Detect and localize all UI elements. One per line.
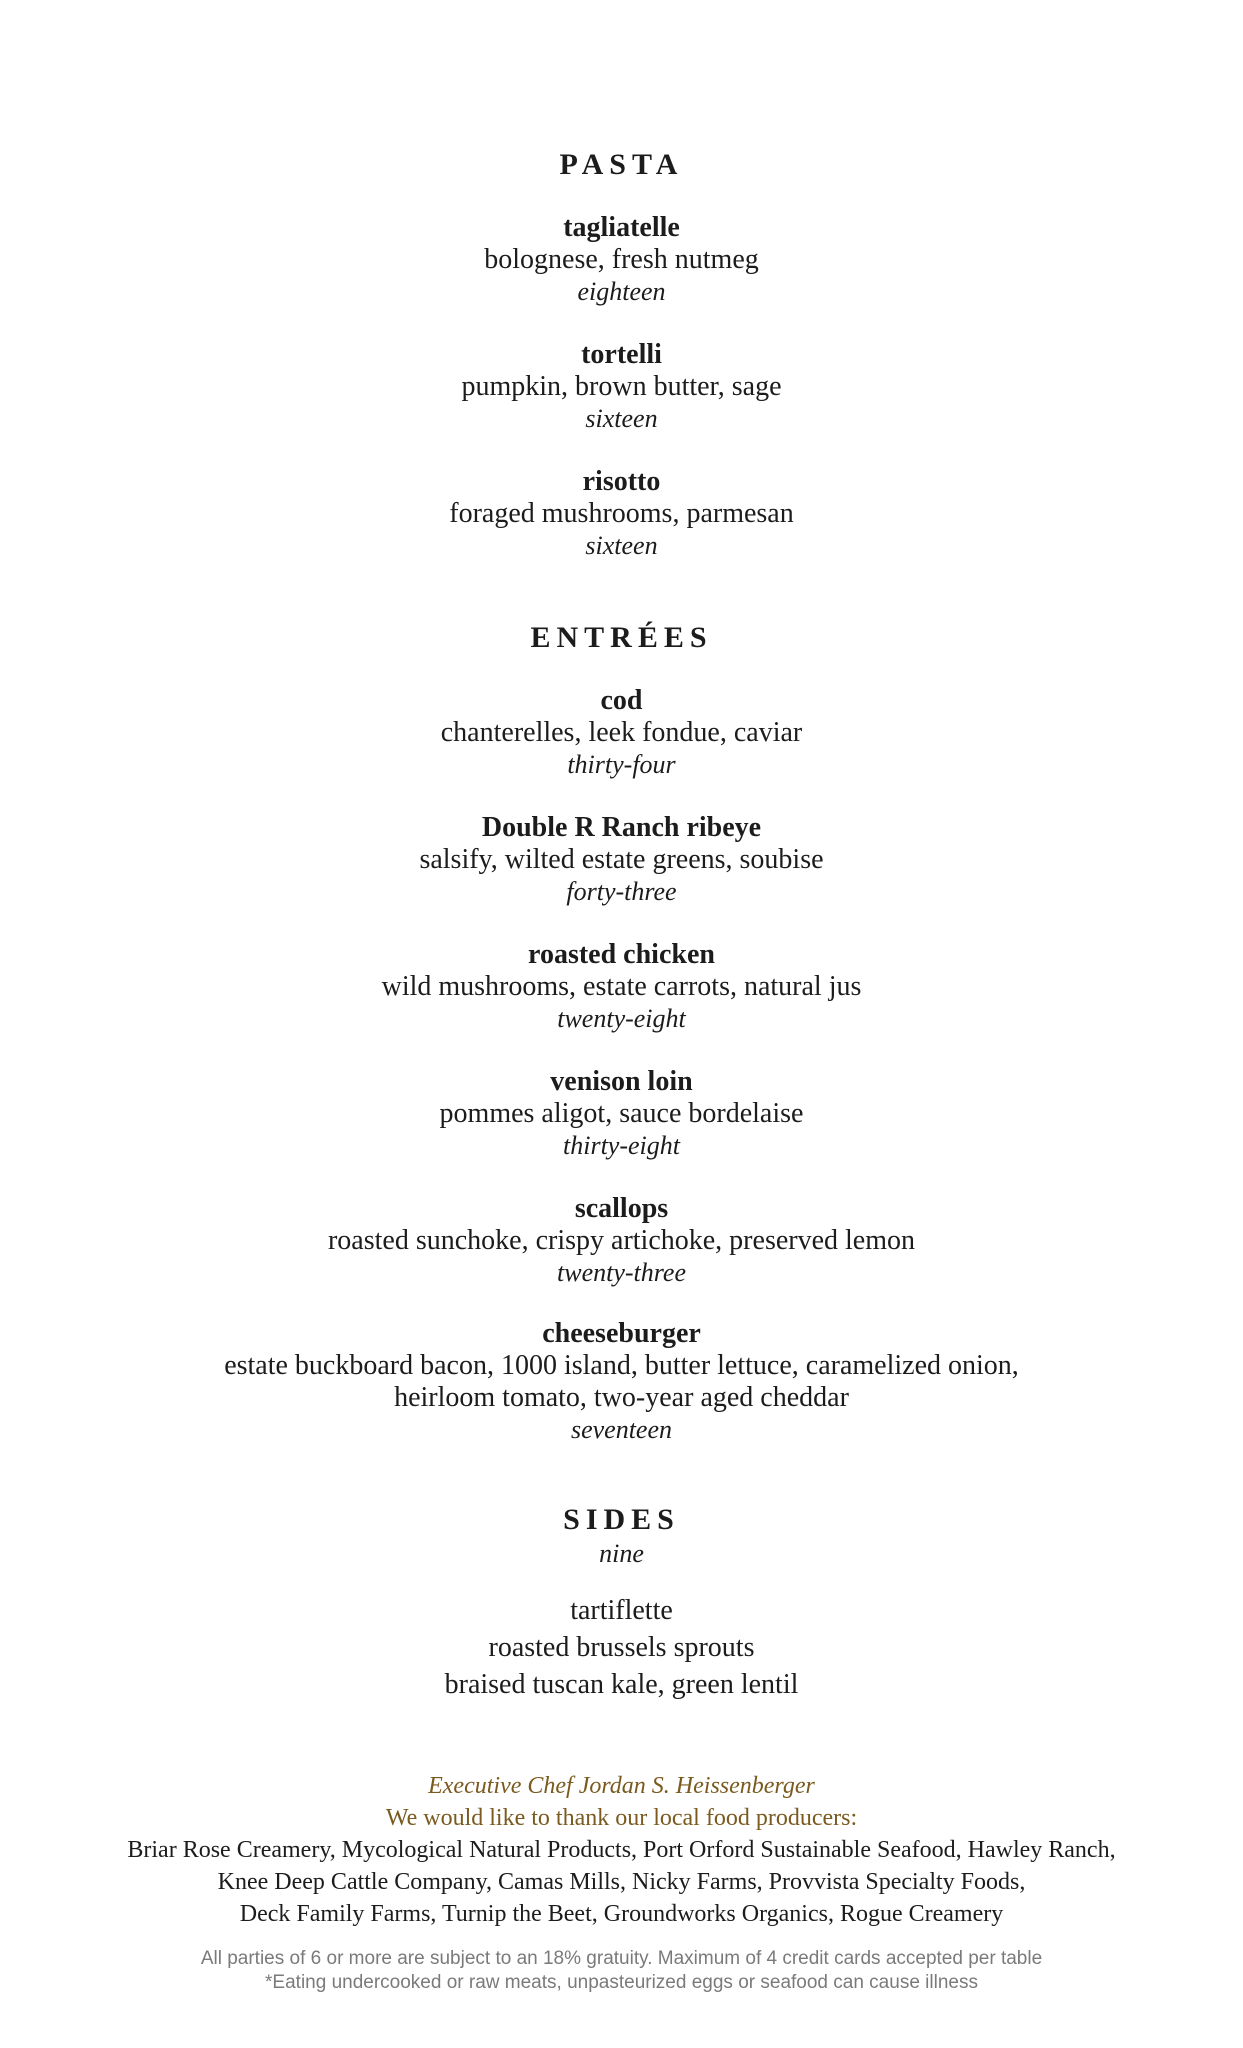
- menu-item: [0, 685, 1243, 781]
- side-item: braised tuscan kale, green lentil: [444, 1669, 799, 1700]
- sides-section: [0, 1502, 1243, 1570]
- item-description: pumpkin, brown butter, sage: [461, 371, 782, 402]
- menu-item: [0, 339, 1243, 435]
- item-name: cod: [600, 685, 643, 716]
- item-description: foraged mushrooms, parmesan: [449, 498, 794, 529]
- producers-line: Deck Family Farms, Turnip the Beet, Groundworks Organics, Rogue Creamery: [239, 1901, 1004, 1927]
- item-price: thirty-eight: [563, 1131, 680, 1160]
- producers-line: Knee Deep Cattle Company, Camas Mills, Nicky Farms, Provvista Specialty Foods,: [217, 1869, 1026, 1895]
- item-name: scallops: [574, 1193, 669, 1224]
- item-description: bolognese, fresh nutmeg: [484, 244, 759, 275]
- menu-item: [0, 466, 1243, 562]
- menu-item: [0, 939, 1243, 1035]
- item-price: sixteen: [585, 404, 658, 433]
- menu-item: [0, 1318, 1243, 1446]
- item-price: twenty-eight: [557, 1004, 686, 1033]
- notices: [0, 1947, 1243, 1995]
- sides-list: [0, 1592, 1243, 1703]
- item-price: forty-three: [566, 877, 677, 906]
- menu-item: [0, 1066, 1243, 1162]
- health-notice: *Eating undercooked or raw meats, unpasteurized eggs or seafood can cause illness: [265, 1972, 978, 1993]
- item-description: chanterelles, leek fondue, caviar: [440, 717, 803, 748]
- item-name: venison loin: [550, 1066, 693, 1097]
- gratuity-notice: All parties of 6 or more are subject to an 18% gratuity. Maximum of 4 credit cards accepted per table: [200, 1948, 1043, 1969]
- item-name: risotto: [582, 466, 661, 497]
- footer: [0, 1770, 1243, 1930]
- menu-item: [0, 212, 1243, 308]
- item-description: estate buckboard bacon, 1000 island, butter lettuce, caramelized onion,: [224, 1350, 1019, 1381]
- item-name: roasted chicken: [528, 939, 715, 970]
- menu-item: [0, 1193, 1243, 1289]
- executive-chef: Executive Chef Jordan S. Heissenberger: [428, 1773, 815, 1799]
- item-name: Double R Ranch ribeye: [481, 812, 762, 843]
- item-price: seventeen: [570, 1415, 673, 1444]
- thanks-line: We would like to thank our local food producers:: [385, 1805, 858, 1831]
- item-price: sixteen: [585, 531, 658, 560]
- side-item: roasted brussels sprouts: [488, 1632, 755, 1663]
- item-description: wild mushrooms, estate carrots, natural jus: [381, 971, 862, 1002]
- item-description: roasted sunchoke, crispy artichoke, preserved lemon: [327, 1225, 915, 1256]
- section-title-entrees: ENTRÉES: [530, 621, 713, 654]
- side-item: tartiflette: [570, 1595, 673, 1626]
- item-name: cheeseburger: [542, 1318, 701, 1349]
- item-name: tagliatelle: [563, 212, 680, 243]
- entrees-section: [0, 620, 1243, 656]
- producers-line: Briar Rose Creamery, Mycological Natural Products, Port Orford Sustainable Seafood, Hawley Ranch,: [127, 1837, 1116, 1863]
- item-price: twenty-three: [557, 1258, 686, 1287]
- section-title-sides: SIDES: [563, 1503, 680, 1536]
- menu-item: [0, 812, 1243, 908]
- item-description: pommes aligot, sauce bordelaise: [439, 1098, 804, 1129]
- sides-price: nine: [599, 1539, 644, 1568]
- item-price: eighteen: [577, 277, 666, 306]
- item-description-line-2: heirloom tomato, two-year aged cheddar: [394, 1382, 849, 1413]
- item-description: salsify, wilted estate greens, soubise: [419, 844, 824, 875]
- item-name: tortelli: [581, 339, 662, 370]
- pasta-section: [0, 147, 1243, 183]
- section-title-pasta: PASTA: [559, 148, 684, 181]
- item-price: thirty-four: [567, 750, 676, 779]
